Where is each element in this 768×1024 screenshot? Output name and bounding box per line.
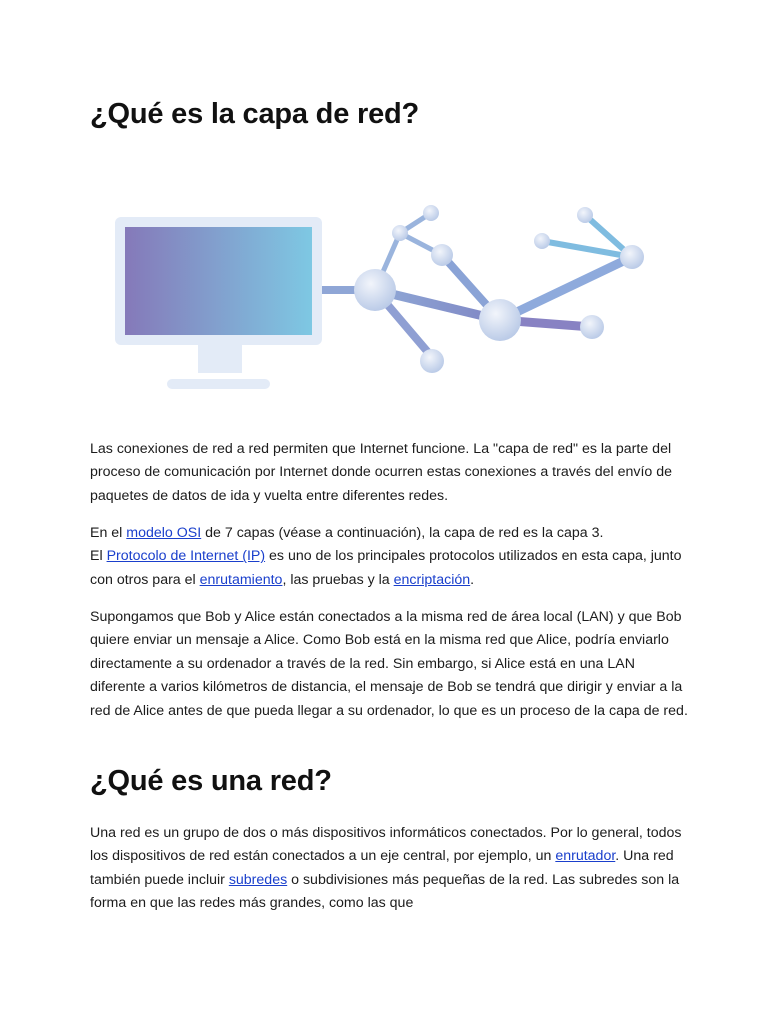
text-span: En el: [90, 525, 127, 541]
link-enrutamiento[interactable]: enrutamiento: [199, 571, 283, 588]
network-paragraph: [90, 822, 690, 916]
link-subredes[interactable]: subredes: [228, 871, 288, 888]
text-span: , las pruebas y la: [282, 571, 394, 588]
network-nodes-icon: [322, 205, 644, 373]
intro-paragraph: Las conexiones de red a red permiten que Internet funcione. La "capa de red" es la parte del proceso de comunicación por Internet donde ocurren estas conexiones a través del envío de paquetes de datos de ida y vuelta entre diferentes redes.: [90, 441, 673, 504]
text-span: de 7 capas (véase a continuación), la capa de red es la capa 3.: [201, 525, 604, 541]
network-illustration: [110, 195, 660, 395]
text-span: . Una red también puede incluir: [90, 848, 674, 888]
computer-monitor-icon: [115, 217, 322, 389]
link-modelo-osi[interactable]: modelo OSI: [126, 525, 202, 541]
osi-paragraph: [90, 522, 690, 592]
link-enrutador[interactable]: enrutador: [555, 848, 616, 865]
text-span: .: [470, 571, 475, 588]
text-span: es uno de los principales protocolos utilizados en esta capa, junto con otros para el: [90, 548, 682, 588]
text-span: Una red es un grupo de dos o más dispositivos informáticos conectados. Por lo general, todos los dispositivos de red están conectados a un eje central, por ejemplo, un: [90, 825, 682, 865]
page-title: ¿Qué es la capa de red?: [90, 98, 420, 130]
link-encriptacion[interactable]: encriptación: [393, 571, 471, 588]
text-span: El: [90, 548, 107, 565]
section-title: ¿Qué es una red?: [90, 765, 332, 797]
example-paragraph: Supongamos que Bob y Alice están conectados a la misma red de área local (LAN) y que Bob quiere enviar un mensaje a Alice. Como Bob está en la misma red que Alice, podría enviarlo directamente a su ordenador a través de la red. Sin embargo, si Alice está en una LAN diferente a varios kilómetros de distancia, el mensaje de Bob se tendrá que dirigir y enviar a la red de Alice antes de que pueda llegar a su ordenador, lo que es un proceso de la capa de red.: [90, 609, 688, 719]
link-protocolo-ip[interactable]: Protocolo de Internet (IP): [106, 548, 266, 565]
text-span: o subdivisiones más pequeñas de la red. Las subredes son la forma en que las redes más grandes, como las que: [90, 871, 680, 912]
